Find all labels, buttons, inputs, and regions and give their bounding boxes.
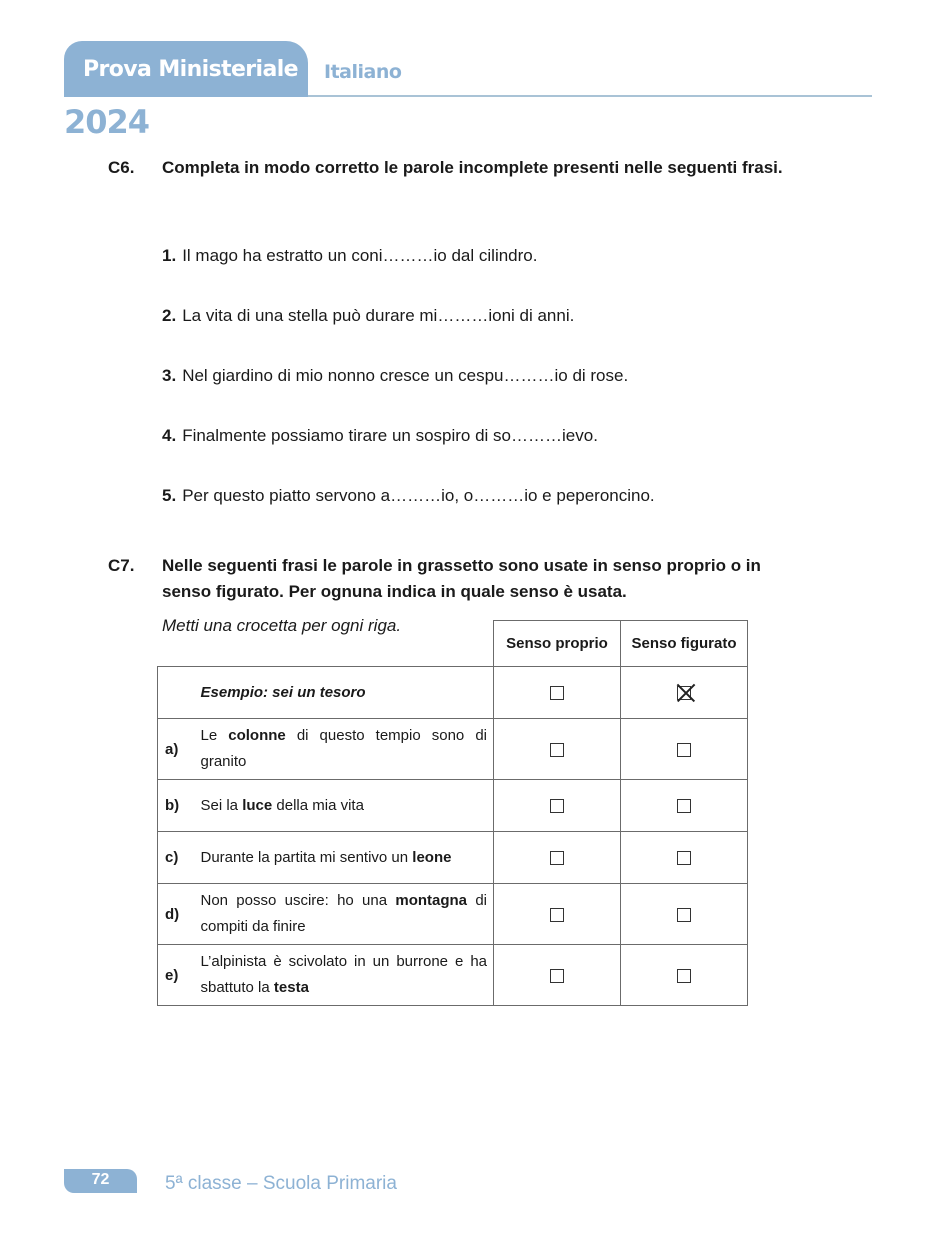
row-sentence: Sei la luce della mia vita	[192, 780, 494, 832]
c7-table	[157, 620, 748, 1006]
question-number-c6: C6.	[108, 158, 135, 177]
checkbox-proprio[interactable]	[550, 851, 564, 865]
checkbox-figurato[interactable]	[677, 851, 691, 865]
item-number: 5.	[162, 486, 177, 505]
row-letter: d)	[158, 884, 192, 945]
checkbox-figurato[interactable]	[677, 908, 691, 922]
table-row	[158, 719, 748, 780]
bold-word: colonne	[228, 727, 286, 744]
checkbox-proprio[interactable]	[550, 969, 564, 983]
checkbox-figurato[interactable]	[677, 799, 691, 813]
c6-item-5[interactable]	[162, 486, 655, 506]
question-prompt-c7: Nelle seguenti frasi le parole in grassetto sono usate in senso proprio o in senso figurato. Per ognuna indica in quale senso è usata.	[162, 556, 761, 601]
table-row	[158, 780, 748, 832]
item-text: Il mago ha estratto un coni………io dal cilindro.	[182, 246, 538, 265]
row-letter: e)	[158, 945, 192, 1006]
header-subject: Italiano	[324, 61, 402, 83]
row-letter: b)	[158, 780, 192, 832]
item-text: Per questo piatto servono a………io, o………io e peperoncino.	[182, 486, 655, 505]
item-number: 3.	[162, 366, 177, 385]
header-year: 2024	[64, 103, 150, 141]
row-sentence: Durante la partita mi sentivo un leone	[192, 832, 494, 884]
row-sentence: Le colonne di questo tempio sono di granito	[192, 719, 494, 780]
checkbox-figurato[interactable]	[677, 743, 691, 757]
item-text: Finalmente possiamo tirare un sospiro di so………ievo.	[182, 426, 598, 445]
checkbox-figurato[interactable]	[677, 969, 691, 983]
row-letter: c)	[158, 832, 192, 884]
bold-word: testa	[273, 979, 309, 996]
row-letter: a)	[158, 719, 192, 780]
c7-instruction: Metti una crocetta per ogni riga.	[162, 616, 402, 635]
table-row-example	[158, 667, 748, 719]
checkbox-figurato-checked[interactable]	[677, 686, 691, 700]
column-header-figurato: Senso figurato	[621, 621, 748, 667]
c6-item-4[interactable]	[162, 426, 598, 446]
checkbox-proprio[interactable]	[550, 686, 564, 700]
header-title: Prova Ministeriale	[83, 57, 299, 82]
item-number: 1.	[162, 246, 177, 265]
table-row	[158, 832, 748, 884]
question-prompt-c6: Completa in modo corretto le parole incomplete presenti nelle seguenti frasi.	[162, 158, 783, 177]
item-text: Nel giardino di mio nonno cresce un cespu………io di rose.	[182, 366, 629, 385]
table-row	[158, 884, 748, 945]
table-row	[158, 945, 748, 1006]
row-sentence: Non posso uscire: ho una montagna di compiti da finire	[192, 884, 494, 945]
example-text: Esempio: sei un tesoro	[192, 667, 494, 719]
c6-item-2[interactable]	[162, 306, 574, 326]
item-number: 4.	[162, 426, 177, 445]
page-number: 72	[91, 1171, 110, 1188]
item-number: 2.	[162, 306, 177, 325]
footer-text: 5ª classe – Scuola Primaria	[165, 1173, 397, 1194]
bold-word: leone	[412, 848, 452, 866]
header-rule	[308, 95, 872, 97]
checkbox-proprio[interactable]	[550, 908, 564, 922]
bold-word: montagna	[395, 892, 468, 909]
checkbox-proprio[interactable]	[550, 799, 564, 813]
c6-item-3[interactable]	[162, 366, 628, 386]
item-text: La vita di una stella può durare mi………ioni di anni.	[182, 306, 575, 325]
question-number-c7: C7.	[108, 556, 135, 575]
c6-item-1[interactable]	[162, 246, 537, 266]
bold-word: luce	[242, 796, 273, 814]
row-sentence: L’alpinista è scivolato in un burrone e ha sbattuto la testa	[192, 945, 494, 1006]
column-header-proprio: Senso proprio	[494, 621, 621, 667]
checkbox-proprio[interactable]	[550, 743, 564, 757]
